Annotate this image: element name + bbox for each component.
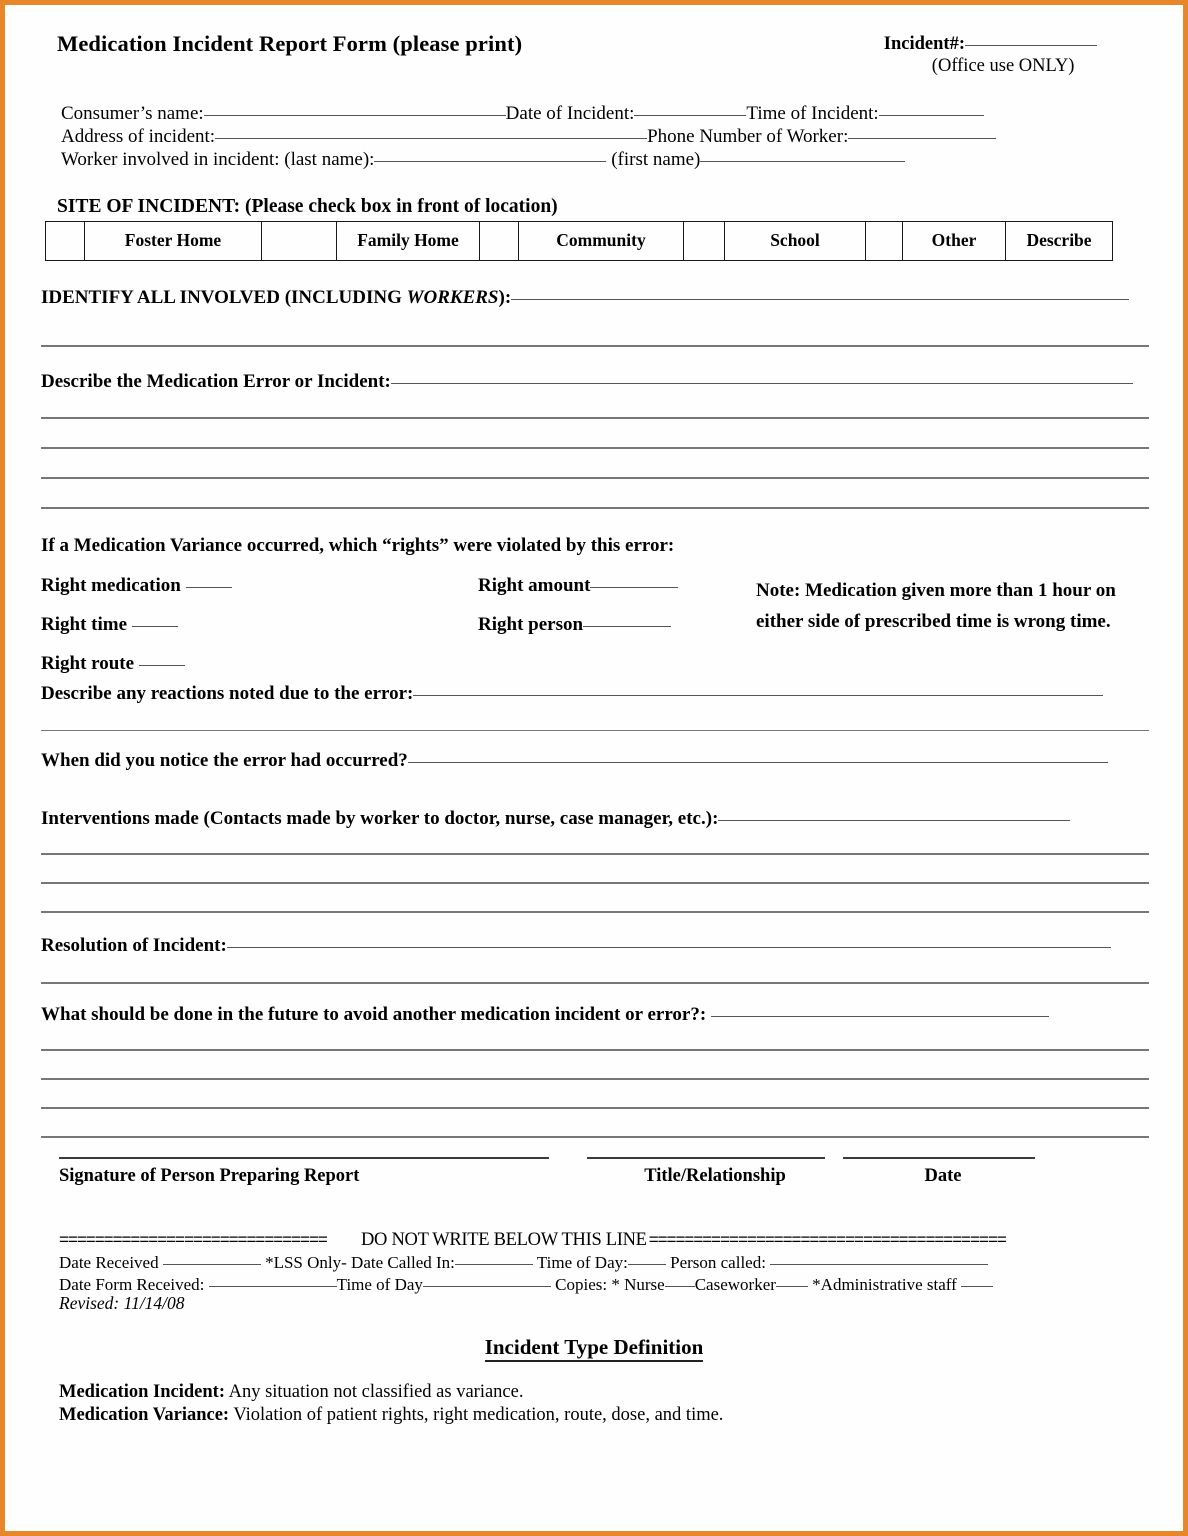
rights-heading: If a Medication Variance occurred, which “rights” were violated by this error:: [41, 534, 675, 556]
reactions-section: [39, 683, 1149, 731]
date-form-received-label: Date Form Received:: [59, 1275, 205, 1294]
write-line[interactable]: [41, 730, 1149, 731]
worker-first-name-input[interactable]: [700, 161, 905, 162]
copies-nurse-label: Copies: * Nurse: [555, 1275, 665, 1294]
definitions-title-text: Incident Type Definition: [485, 1335, 704, 1362]
site-label-foster-home: Foster Home: [85, 221, 262, 260]
worker-involved-label: Worker involved in incident: (last name):: [61, 149, 375, 170]
incident-number-field[interactable]: [884, 34, 1097, 55]
revised-date: Revised: 11/14/08: [59, 1293, 185, 1313]
right-amount-label: Right amount: [478, 574, 591, 596]
site-of-incident-table: [45, 221, 1113, 261]
future-label: What should be done in the future to avoid another medication incident or error?:: [41, 1003, 707, 1025]
checkbox-school[interactable]: [684, 221, 725, 260]
phone-number-label: Phone Number of Worker:: [647, 126, 849, 147]
admin-staff-label: *Administrative staff: [812, 1275, 957, 1294]
rights-section: [39, 535, 1149, 675]
definitions-title: [5, 1335, 1183, 1360]
site-label-describe: Describe: [1006, 221, 1113, 260]
definitions-list: [59, 1381, 723, 1427]
signature-line[interactable]: [59, 1157, 549, 1159]
definition-item: [59, 1381, 723, 1404]
identify-all-involved-input[interactable]: [511, 299, 1129, 300]
write-line[interactable]: [41, 882, 1149, 884]
write-line[interactable]: [41, 507, 1149, 509]
right-medication-input[interactable]: [186, 587, 232, 588]
phone-number-input[interactable]: [848, 138, 996, 139]
rights-spacer: [478, 653, 756, 675]
admin-staff-input[interactable]: [961, 1286, 993, 1287]
write-line[interactable]: [41, 477, 1149, 479]
title-relationship-line[interactable]: [587, 1157, 825, 1159]
lss-date-called-label: *LSS Only- Date Called In:: [265, 1253, 455, 1272]
address-of-incident-input[interactable]: [215, 138, 647, 139]
future-label-row: [41, 1004, 1149, 1026]
site-label-family-home: Family Home: [337, 221, 480, 260]
rights-note: Note: Medication given more than 1 hour on either side of prescribed time is wrong time.: [756, 579, 1116, 632]
write-line[interactable]: [41, 982, 1149, 984]
interventions-input[interactable]: [718, 820, 1070, 821]
office-row-1: [59, 1253, 1064, 1273]
write-line[interactable]: [41, 345, 1149, 347]
worker-last-name-input[interactable]: [374, 161, 606, 162]
write-line[interactable]: [41, 1107, 1149, 1109]
consumer-info-block: [39, 103, 1149, 172]
divider-right: ========================================: [648, 1230, 1006, 1249]
checkbox-family-home[interactable]: [262, 221, 337, 260]
future-prevention-section: [39, 1004, 1149, 1138]
future-input[interactable]: [711, 1016, 1049, 1017]
identify-label-suffix: ):: [498, 286, 512, 308]
first-name-label: (first name): [611, 149, 701, 170]
resolution-label: Resolution of Incident:: [41, 934, 227, 956]
time-of-incident-label: Time of Incident:: [746, 103, 879, 124]
identify-all-involved-section: [39, 287, 1149, 347]
describe-error-input[interactable]: [391, 383, 1133, 384]
consumers-name-input[interactable]: [204, 115, 506, 116]
right-medication-label: Right medication: [41, 574, 181, 596]
resolution-section: [39, 935, 1149, 984]
consumers-name-label: Consumer’s name:: [61, 103, 204, 124]
right-route-label: Right route: [41, 652, 135, 674]
definition-item: [59, 1404, 723, 1427]
write-line[interactable]: [41, 1078, 1149, 1080]
interventions-label-row: [41, 808, 1149, 830]
right-amount-input[interactable]: [590, 587, 678, 588]
signature-labels: [59, 1166, 1061, 1187]
incident-number-block: [884, 34, 1149, 77]
incident-number-label: Incident#:: [883, 34, 965, 54]
form-sheet: [5, 5, 1183, 1531]
right-time-label: Right time: [41, 613, 128, 635]
do-not-write-text: DO NOT WRITE BELOW THIS LINE: [361, 1229, 647, 1250]
reactions-label: Describe any reactions noted due to the error:: [41, 682, 414, 704]
identify-all-involved-label: [41, 287, 1149, 309]
time-of-day-input-2[interactable]: [423, 1286, 551, 1287]
signature-block: [59, 1157, 1061, 1187]
checkbox-foster-home[interactable]: [46, 221, 85, 260]
worker-row: [61, 149, 1149, 172]
form-header: [39, 31, 1149, 77]
checkbox-community[interactable]: [480, 221, 519, 260]
date-line[interactable]: [843, 1157, 1035, 1159]
person-called-label: Person called:: [670, 1253, 766, 1272]
when-noticed-label: When did you notice the error had occurred?: [41, 749, 408, 771]
write-line[interactable]: [41, 911, 1149, 913]
date-label: Date: [924, 1166, 962, 1186]
right-medication-row: [41, 575, 478, 597]
site-of-incident-heading: SITE OF INCIDENT: (Please check box in front of location): [57, 195, 558, 217]
table-row: [46, 221, 1113, 260]
write-line[interactable]: [41, 1049, 1149, 1051]
right-time-input[interactable]: [132, 626, 178, 627]
when-noticed-label-row: [41, 750, 1149, 772]
reactions-label-row: [41, 683, 1149, 705]
office-row-2: [59, 1275, 1064, 1295]
reactions-input[interactable]: [413, 695, 1103, 696]
right-time-row: [41, 614, 478, 636]
time-of-day-label: Time of Day:: [536, 1253, 628, 1272]
checkbox-other[interactable]: [866, 221, 903, 260]
when-noticed-input[interactable]: [408, 762, 1108, 763]
right-amount-row: [478, 575, 756, 597]
when-noticed-section: [39, 750, 1149, 772]
definition-term: Medication Incident:: [59, 1382, 225, 1402]
identify-label-prefix: IDENTIFY ALL INVOLVED (INCLUDING: [41, 286, 407, 308]
date-received-label: Date Received: [59, 1253, 159, 1272]
describe-error-lines: [41, 417, 1149, 509]
consumer-name-row: [61, 103, 1149, 126]
site-label-other: Other: [903, 221, 1006, 260]
signature-label: Signature of Person Preparing Report: [59, 1166, 360, 1186]
time-of-day-input[interactable]: [628, 1264, 666, 1265]
definition-term: Medication Variance:: [59, 1405, 230, 1425]
address-of-incident-label: Address of incident:: [61, 126, 216, 147]
write-line[interactable]: [41, 447, 1149, 449]
site-label-community: Community: [519, 221, 684, 260]
date-received-input[interactable]: [163, 1264, 261, 1265]
write-line[interactable]: [41, 853, 1149, 855]
caseworker-label: Caseworker: [694, 1275, 776, 1294]
describe-error-label-row: [41, 371, 1149, 393]
time-of-day-label-2: Time of Day: [336, 1275, 423, 1294]
interventions-section: [39, 808, 1149, 913]
resolution-input[interactable]: [227, 947, 1111, 948]
incident-number-blank[interactable]: [965, 45, 1097, 46]
identify-extra-lines: [41, 345, 1149, 347]
definition-text: Violation of patient rights, right medication, route, dose, and time.: [229, 1405, 724, 1425]
interventions-label: Interventions made (Contacts made by worker to doctor, nurse, case manager, etc.):: [41, 807, 719, 829]
write-line[interactable]: [41, 417, 1149, 419]
caseworker-input[interactable]: [776, 1286, 808, 1287]
resolution-label-row: [41, 935, 1149, 957]
date-of-incident-input[interactable]: [634, 115, 746, 116]
page-title: Medication Incident Report Form (please print): [57, 31, 523, 56]
definition-text: Any situation not classified as variance.: [224, 1382, 524, 1402]
title-relationship-label: Title/Relationship: [644, 1166, 786, 1186]
address-row: [61, 126, 1149, 149]
do-not-write-divider: [59, 1229, 1064, 1251]
rights-grid: [41, 575, 1149, 675]
date-of-incident-label: Date of Incident:: [505, 103, 635, 124]
right-route-row: [41, 653, 478, 675]
date-form-received-input[interactable]: [209, 1286, 337, 1287]
write-line[interactable]: [41, 1136, 1149, 1138]
right-person-input[interactable]: [583, 626, 671, 627]
describe-error-section: [39, 371, 1149, 509]
signature-lines: [59, 1157, 1061, 1159]
time-of-incident-input[interactable]: [879, 115, 984, 116]
identify-label-workers: WORKERS: [406, 286, 499, 308]
right-route-input[interactable]: [139, 665, 185, 666]
office-use-note: (Office use ONLY): [931, 56, 1075, 76]
lss-date-called-input[interactable]: [455, 1264, 533, 1265]
site-label-school: School: [725, 221, 866, 260]
office-use-section: [59, 1229, 1064, 1295]
describe-error-label: Describe the Medication Error or Incident:: [41, 370, 391, 392]
right-person-label: Right person: [478, 613, 584, 635]
divider-left: ==============================: [59, 1230, 327, 1249]
person-called-input[interactable]: [770, 1264, 988, 1265]
copies-nurse-input[interactable]: [665, 1286, 695, 1287]
right-person-row: [478, 614, 756, 636]
